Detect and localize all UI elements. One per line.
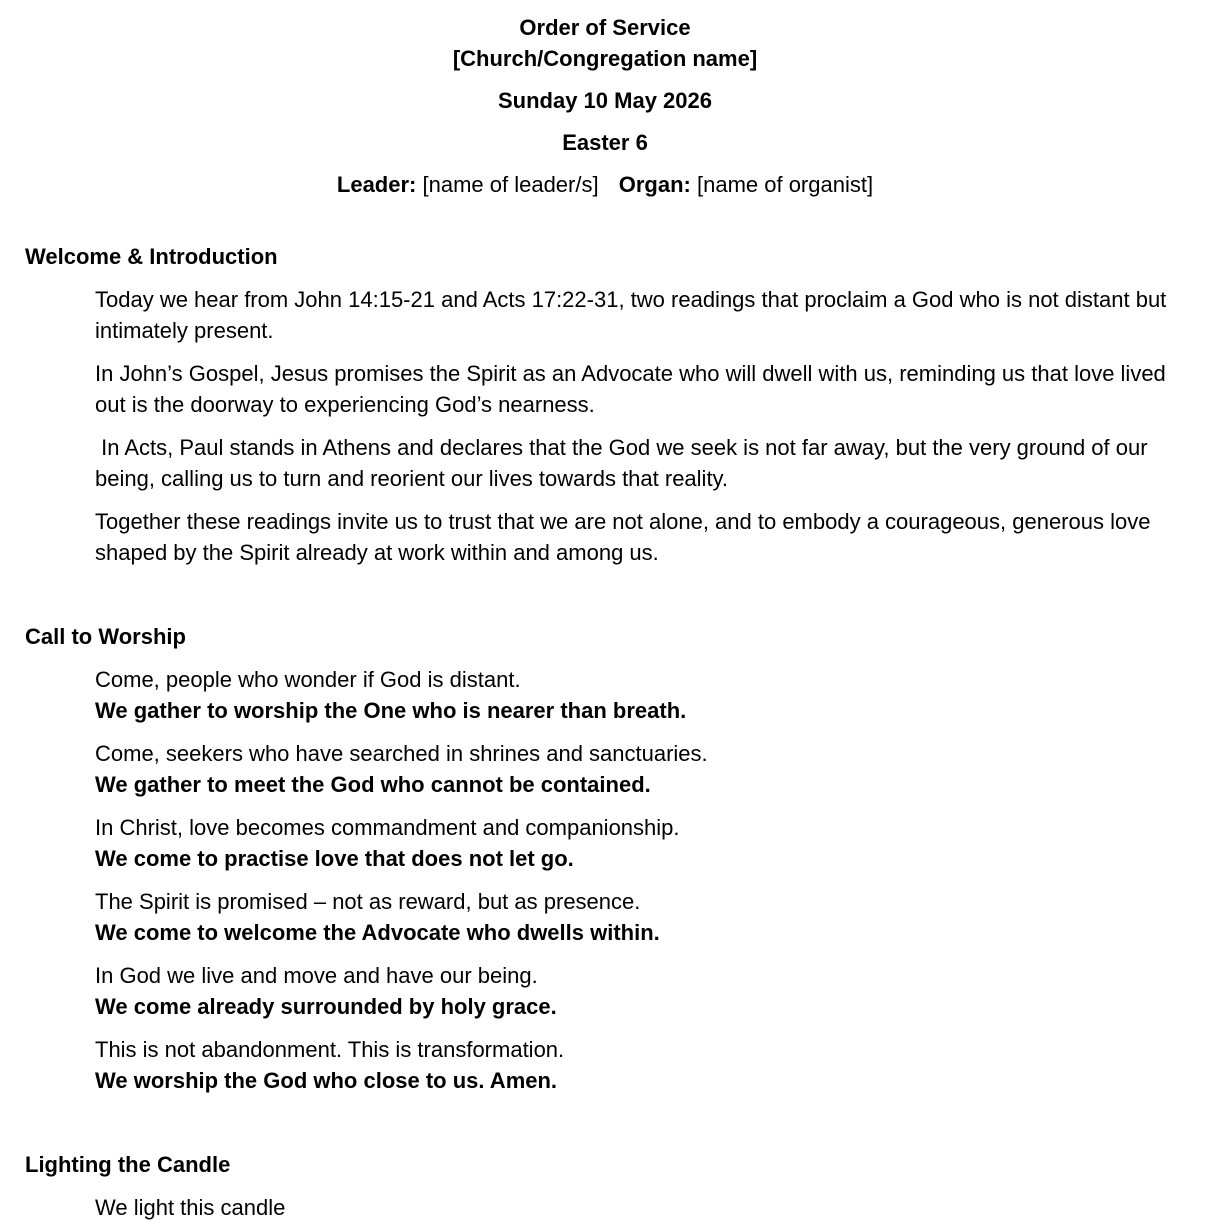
- section-call-to-worship: [25, 621, 1185, 1096]
- church-name-placeholder: [Church/Congregation name]: [452, 46, 758, 71]
- call-response-pair: [95, 886, 1185, 948]
- section-heading-lighting-the-candle: Lighting the Candle: [25, 1152, 231, 1177]
- call-line: In God we live and move and have our being.: [95, 963, 538, 988]
- section-welcome-introduction: [25, 241, 1185, 568]
- leader-organ-line: [25, 169, 1185, 200]
- call-response-pair: [95, 664, 1185, 726]
- service-date: Sunday 10 May 2026: [497, 88, 712, 113]
- section-heading-call-to-worship: Call to Worship: [25, 624, 186, 649]
- call-response-pair: [95, 960, 1185, 1022]
- liturgical-season: Easter 6: [562, 130, 648, 155]
- leader-name-placeholder: [name of leader/s]: [422, 172, 599, 197]
- section-lighting-the-candle: [25, 1149, 1185, 1223]
- call-line: In Christ, love becomes commandment and companionship.: [95, 815, 680, 840]
- document-header: [25, 12, 1185, 200]
- response-line: We come already surrounded by holy grace.: [95, 994, 557, 1019]
- section-body: [95, 664, 1185, 1096]
- title-block: [25, 12, 1185, 74]
- response-line: We worship the God who close to us. Amen.: [95, 1068, 558, 1093]
- section-body: [95, 284, 1185, 568]
- organist-name-placeholder: [name of organist]: [696, 172, 874, 197]
- welcome-paragraph: Today we hear from John 14:15-21 and Acts 17:22-31, two readings that proclaim a God who is not distant but intimately present.: [95, 287, 1173, 343]
- call-line: The Spirit is promised – not as reward, but as presence.: [95, 889, 641, 914]
- call-line: Come, people who wonder if God is distant.: [95, 667, 521, 692]
- call-response-pair: [95, 812, 1185, 874]
- lighting-paragraph: We light this candle: [95, 1195, 286, 1220]
- organ-label: Organ:: [618, 172, 691, 197]
- call-line: Come, seekers who have searched in shrines and sanctuaries.: [95, 741, 708, 766]
- welcome-paragraph: In Acts, Paul stands in Athens and declares that the God we seek is not far away, but the very ground of our being, calling us to turn and reorient our lives towards that reality.: [95, 435, 1154, 491]
- response-line: We gather to meet the God who cannot be contained.: [95, 772, 651, 797]
- response-line: We gather to worship the One who is nearer than breath.: [95, 698, 687, 723]
- call-response-pair: [95, 1034, 1185, 1096]
- response-line: We come to welcome the Advocate who dwells within.: [95, 920, 660, 945]
- call-line: This is not abandonment. This is transformation.: [95, 1037, 565, 1062]
- section-heading-welcome-introduction: Welcome & Introduction: [25, 244, 278, 269]
- document-title: Order of Service: [519, 15, 691, 40]
- welcome-paragraph: In John’s Gospel, Jesus promises the Spirit as an Advocate who will dwell with us, reminding us that love lived out is the doorway to experiencing God’s nearness.: [95, 361, 1172, 417]
- section-body: [95, 1192, 1185, 1223]
- response-line: We come to practise love that does not let go.: [95, 846, 574, 871]
- leader-label: Leader:: [336, 172, 417, 197]
- call-response-pair: [95, 738, 1185, 800]
- welcome-paragraph: Together these readings invite us to trust that we are not alone, and to embody a courageous, generous love shaped by the Spirit already at work within and among us.: [95, 509, 1157, 565]
